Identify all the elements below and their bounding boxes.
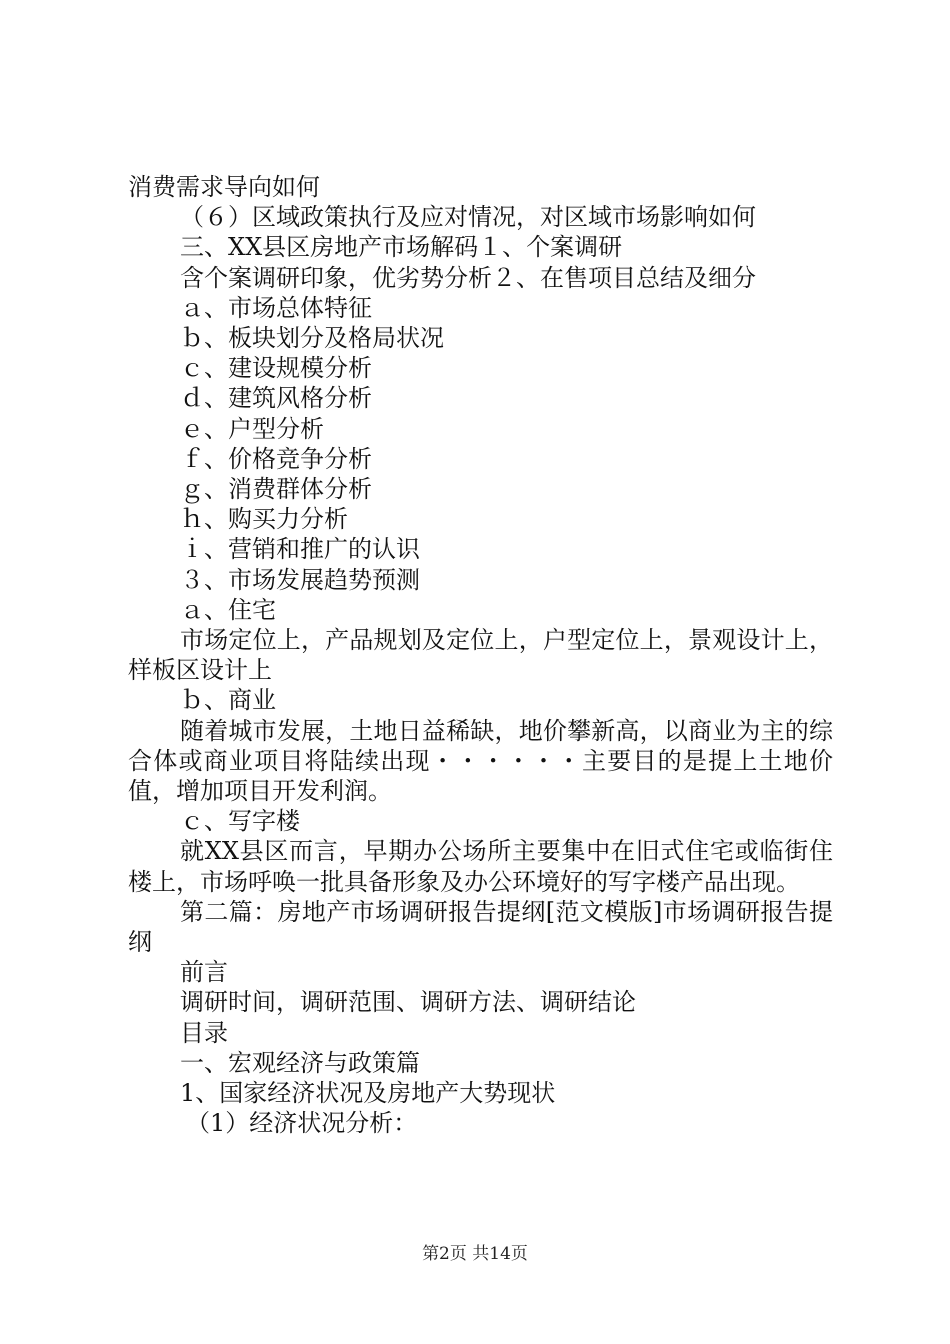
list-item: ｂ、商业 (180, 686, 276, 715)
section-heading: 目录 (180, 1018, 228, 1047)
paragraph-line: 含个案调研印象，优劣势分析２、在售项目总结及细分 (180, 263, 756, 292)
list-item: ｈ、购买力分析 (180, 505, 348, 534)
section-heading: （1）经济状况分析： (186, 1109, 418, 1138)
paragraph-line: （６）区域政策执行及应对情况，对区域市场影响如何 (180, 203, 756, 232)
list-item: ｉ、营销和推广的认识 (180, 535, 420, 564)
list-item: ｃ、建设规模分析 (180, 354, 372, 383)
paragraph: 就XX县区而言，早期办公场所主要集中在旧式住宅或临街住楼上，市场呼唤一批具备形象及办公环境好的写字楼产品出现。 (128, 837, 833, 896)
page-number-footer: 第2页 共14页 (422, 1244, 528, 1264)
paragraph: 调研时间，调研范围、调研方法、调研结论 (180, 988, 636, 1017)
list-item: ｇ、消费群体分析 (180, 475, 372, 504)
list-item: ａ、住宅 (180, 595, 276, 624)
list-item: ３、市场发展趋势预测 (180, 565, 420, 594)
paragraph-line: 消费需求导向如何 (128, 173, 320, 201)
list-item: ｆ、价格竞争分析 (180, 444, 372, 473)
list-item: ａ、市场总体特征 (180, 293, 372, 322)
chapter-heading: 第二篇：房地产市场调研报告提纲[范文模版]市场调研报告提纲 (128, 897, 833, 957)
section-heading: 一、宏观经济与政策篇 (180, 1048, 420, 1077)
paragraph: 随着城市发展，土地日益稀缺，地价攀新高，以商业为主的综合体或商业项目将陆续出现・・・・・・主要目的是提上土地价值，增加项目开发利润。 (128, 716, 833, 806)
document-body (128, 172, 833, 1139)
list-item: ｂ、板块划分及格局状况 (180, 324, 444, 353)
list-item: ｄ、建筑风格分析 (180, 384, 372, 413)
list-item: ｅ、户型分析 (180, 414, 324, 443)
section-heading: 三、XX县区房地产市场解码１、个案调研 (180, 233, 623, 262)
section-heading: 前言 (180, 958, 228, 987)
list-item: ｃ、写字楼 (180, 807, 300, 836)
section-heading: 1、国家经济状况及房地产大势现状 (180, 1079, 556, 1108)
paragraph: 市场定位上，产品规划及定位上，户型定位上，景观设计上，样板区设计上 (128, 626, 833, 685)
